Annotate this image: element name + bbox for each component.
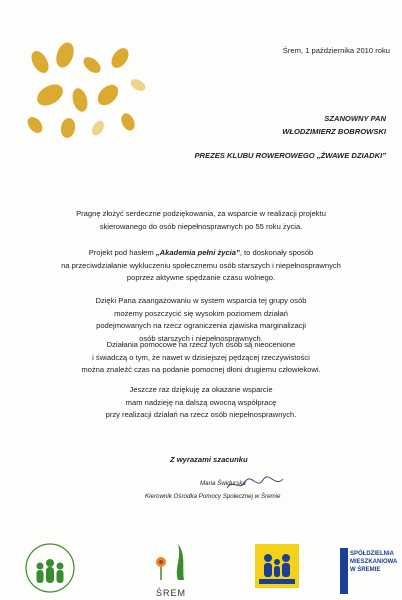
paragraph-final-thanks: Jeszcze raz dziękuję za okazane wsparcie mam nadzieję na dalszą owocną współpracę przy realizacji działań na rzecz osób niepełnosprawnych. [105, 385, 297, 419]
paragraph-actions: Działania pomocowe na rzecz tych osób są nieocenione i świadczą o tym, że nawet w dzisiejszej pędzącej rzeczywistości można znaleźć czas na podanie pomocnej dłoni drugiemu człowiekowi. [81, 340, 321, 374]
paragraph-thanks: Pragnę złożyć serdeczne podziękowania, za wsparcie w realizacji projektu skierowanego do osób niepełnosprawnych po 55 roku życia. [76, 209, 326, 231]
srem-label: ŚREM [155, 588, 186, 598]
signer-name: Maria Świdurska [200, 480, 246, 487]
addressee-name: WŁODZIMIERZ BOBROWSKI [282, 127, 386, 136]
addressee-position: PREZES KLUBU ROWEROWEGO „ŻWAWE DZIADKI” [194, 151, 386, 160]
golden-leaves-decoration [20, 40, 150, 140]
paragraph-project: Projekt pod hasłem „Akademia pełni życia”, to doskonały sposób na przeciwdziałanie wykluczeniu społecznemu osób starszych i niepełnosprawnych poprzez aktywne spędzanie czasu wolnego. [61, 248, 341, 282]
addressee-block [194, 112, 386, 162]
ops-srem-logo [22, 542, 78, 594]
signer-title: Kierownik Ośrodka Pomocy Społecznej w Śremie [145, 493, 281, 500]
srem-flower-icon [148, 540, 194, 586]
letter-date: Śrem, 1 października 2010 roku [282, 46, 390, 55]
housing-cooperative-logo [340, 548, 398, 596]
paragraph-engagement: Dzięki Pana zaangażowaniu w system wsparcia tej grupy osób możemy poszczycić się wysokim poziomem działań podejmowanych na rzecz ograniczenia zjawiska marginalizacji osób starszych i niepełnosprawnych. [95, 296, 307, 343]
project-title: „Akademia pełni życia” [155, 248, 240, 257]
addressee-salutation: SZANOWNY PAN [324, 114, 386, 123]
srem-city-logo [148, 540, 194, 598]
housing-cooperative-bar [340, 548, 348, 594]
closing-salutation: Z wyrazami szacunku [170, 455, 248, 464]
housing-cooperative-name: SPÓŁDZIELNIA MIESZKANIOWA W ŚREMIE [350, 551, 398, 573]
family-organization-logo [251, 540, 303, 592]
